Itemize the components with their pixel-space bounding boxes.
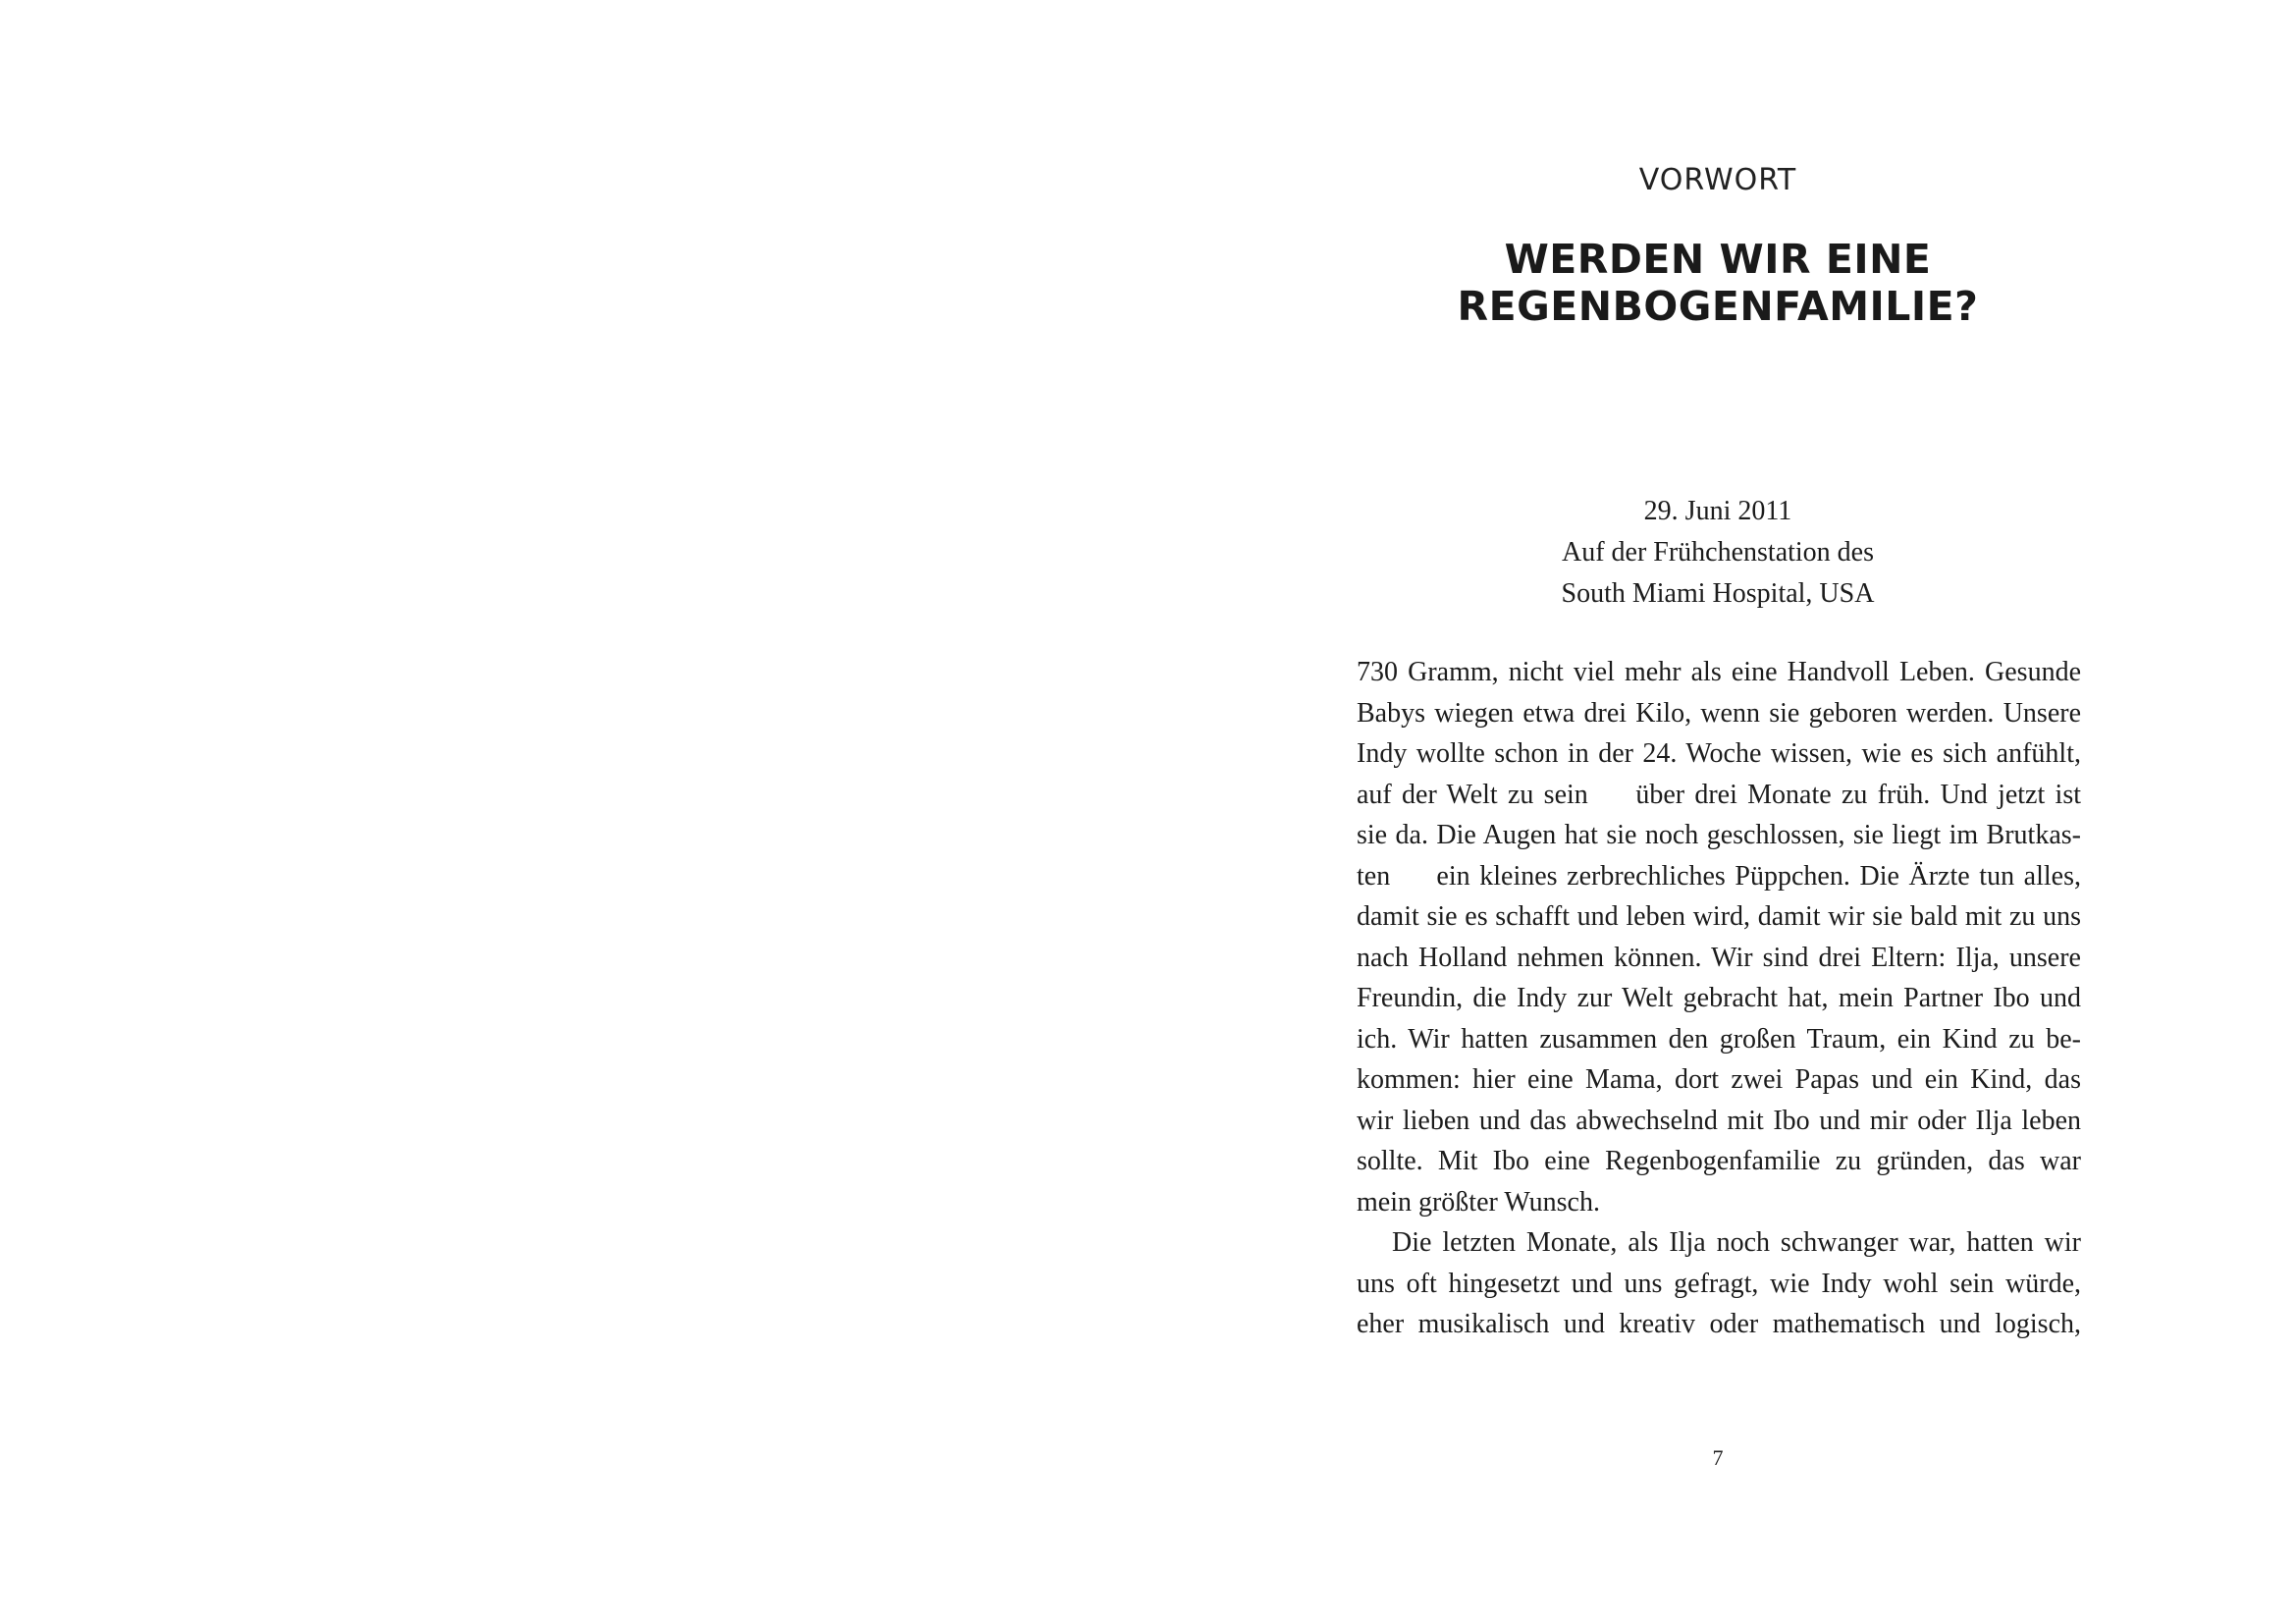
text-line: damit sie es schafft und leben wird, damit wir sie bald mit zu uns	[1357, 901, 2081, 932]
text-line: uns oft hingesetzt und uns gefragt, wie Indy wohl sein würde,	[1357, 1268, 2081, 1299]
text-line: eher musikalisch und kreativ oder mathematisch und logisch,	[1357, 1309, 2081, 1339]
text-line: mein größter Wunsch.	[1357, 1186, 1600, 1218]
body-text	[1357, 652, 2081, 1345]
text-line: Babys wiegen etwa drei Kilo, wenn sie geboren werden. Unsere	[1357, 697, 2081, 729]
chapter-title	[1355, 236, 2081, 330]
text-line: kommen: hier eine Mama, dort zwei Papas und ein Kind, das	[1357, 1064, 2081, 1095]
text-line: nach Holland nehmen können. Wir sind drei Eltern: Ilja, unsere	[1357, 942, 2081, 973]
text-line: ten ein kleines zerbrechliches Püppchen. Die Ärzte tun alles,	[1357, 860, 2081, 892]
text-line: auf der Welt zu sein über drei Monate zu früh. Und jetzt ist	[1357, 779, 2081, 810]
dateline-date: 29. Juni 2011	[1643, 496, 1792, 526]
chapter-label: VORWORT	[1638, 163, 1797, 197]
chapter-title-line: WERDEN WIR EINE	[1504, 236, 1932, 283]
text-line: wir lieben und das abwechselnd mit Ibo und mir oder Ilja leben	[1357, 1105, 2081, 1136]
page-number: 7	[1712, 1445, 1724, 1470]
text-line: ich. Wir hatten zusammen den großen Traum, ein Kind zu be-	[1357, 1023, 2081, 1055]
chapter-title-line: REGENBOGENFAMILIE?	[1457, 283, 1979, 330]
dateline-place: Auf der Frühchenstation des	[1561, 537, 1875, 568]
dateline	[1355, 491, 2081, 615]
text-line: sie da. Die Augen hat sie noch geschlossen, sie liegt im Brutkas-	[1357, 820, 2081, 850]
text-line: 730 Gramm, nicht viel mehr als eine Handvoll Leben. Gesunde	[1357, 657, 2081, 687]
text-line: Indy wollte schon in der 24. Woche wissen, wie es sich anfühlt,	[1357, 738, 2081, 769]
dateline-place: South Miami Hospital, USA	[1561, 578, 1875, 609]
text-line: Die letzten Monate, als Ilja noch schwanger war, hatten wir	[1392, 1227, 2081, 1258]
text-line: Freundin, die Indy zur Welt gebracht hat, mein Partner Ibo und	[1357, 983, 2081, 1013]
text-line: sollte. Mit Ibo eine Regenbogenfamilie zu gründen, das war	[1357, 1146, 2081, 1176]
